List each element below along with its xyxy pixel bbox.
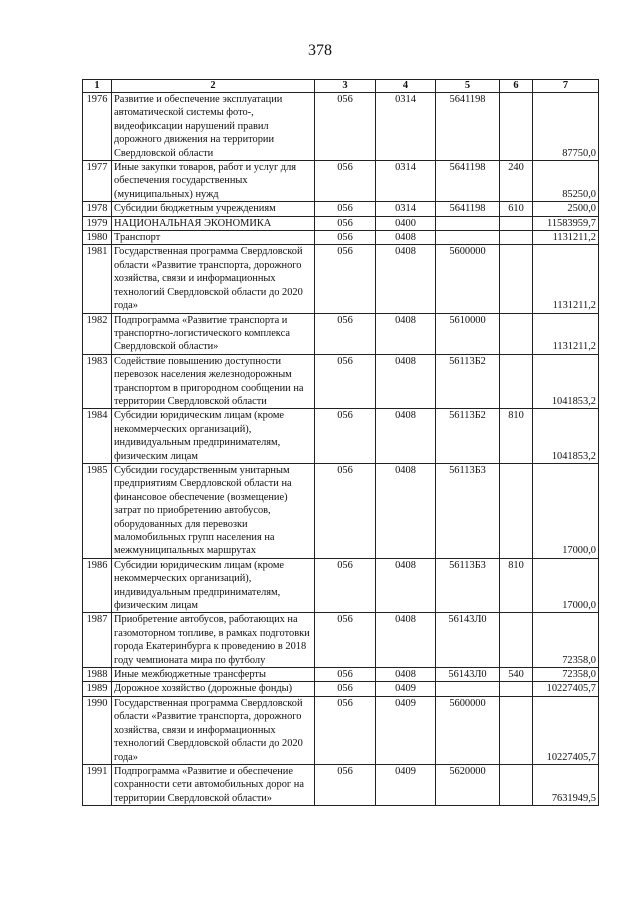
amount-cell: 1041853,2 [533,409,599,464]
page-number: 378 [308,42,332,59]
table-row [83,463,599,558]
row-name-cell: Субсидии государственным унитарным предприятиям Свердловской области на финансовое обеспечение (возмещение) затрат по приобретению автобусов, оборудованных для перевозки маломобильных групп населения на межмуниципальных маршрутах [112,463,315,558]
section-code-cell: 0314 [376,161,436,202]
row-name-cell: Содействие повышению доступности перевозок населения железнодорожным транспортом в пригородном сообщении на территории Свердловской области [112,354,315,409]
row-name-cell: Дорожное хозяйство (дорожные фонды) [112,682,315,696]
target-article-cell [436,231,500,245]
row-name-cell: Подпрограмма «Развитие транспорта и транспортно-логистического комплекса Свердловской области» [112,313,315,354]
target-article-cell: 5600000 [436,696,500,764]
table-row [83,245,599,313]
row-number-cell: 1985 [83,463,112,558]
section-code-cell: 0408 [376,354,436,409]
target-article-cell: 5600000 [436,245,500,313]
amount-cell: 87750,0 [533,93,599,161]
target-article-cell: 56143Л0 [436,668,500,682]
row-number-cell: 1979 [83,216,112,230]
row-name-cell: Субсидии юридическим лицам (кроме некоммерческих организаций), индивидуальным предпринимателям, физическим лицам [112,558,315,613]
row-name-cell: Государственная программа Свердловской области «Развитие транспорта, дорожного хозяйства, связи и информационных технологий Свердловской области до 2020 года» [112,696,315,764]
expense-type-cell [500,313,533,354]
ministry-code-cell: 056 [315,613,376,668]
section-code-cell: 0409 [376,696,436,764]
row-number-cell: 1990 [83,696,112,764]
ministry-code-cell: 056 [315,463,376,558]
table-row [83,409,599,464]
row-name-cell: Развитие и обеспечение эксплуатации автоматической системы фото-, видеофиксации нарушений правил дорожного движения на территории Свердловской области [112,93,315,161]
amount-cell: 1131211,2 [533,231,599,245]
amount-cell: 10227405,7 [533,682,599,696]
amount-cell: 2500,0 [533,202,599,216]
row-name-cell: НАЦИОНАЛЬНАЯ ЭКОНОМИКА [112,216,315,230]
table-row [83,202,599,216]
header-col-4: 4 [376,80,436,93]
row-number-cell: 1980 [83,231,112,245]
amount-cell: 7631949,5 [533,764,599,805]
ministry-code-cell: 056 [315,161,376,202]
amount-cell: 17000,0 [533,558,599,613]
section-code-cell: 0408 [376,463,436,558]
ministry-code-cell: 056 [315,354,376,409]
row-number-cell: 1982 [83,313,112,354]
section-code-cell: 0408 [376,245,436,313]
table-row [83,93,599,161]
header-col-3: 3 [315,80,376,93]
ministry-code-cell: 056 [315,202,376,216]
target-article-cell: 56113Б3 [436,558,500,613]
row-name-cell: Приобретение автобусов, работающих на газомоторном топливе, в рамках подготовки города Екатеринбурга к проведению в 2018 году чемпионата мира по футболу [112,613,315,668]
expense-type-cell [500,231,533,245]
amount-cell: 1131211,2 [533,313,599,354]
section-code-cell: 0408 [376,668,436,682]
section-code-cell: 0409 [376,764,436,805]
table-row [83,216,599,230]
section-code-cell: 0314 [376,93,436,161]
section-code-cell: 0408 [376,313,436,354]
row-number-cell: 1978 [83,202,112,216]
section-code-cell: 0409 [376,682,436,696]
header-col-2: 2 [112,80,315,93]
row-number-cell: 1977 [83,161,112,202]
target-article-cell: 56113Б2 [436,354,500,409]
amount-cell: 1131211,2 [533,245,599,313]
ministry-code-cell: 056 [315,216,376,230]
expense-type-cell: 610 [500,202,533,216]
target-article-cell: 5620000 [436,764,500,805]
row-name-cell: Государственная программа Свердловской области «Развитие транспорта, дорожного хозяйства, связи и информационных технологий Свердловской области до 2020 года» [112,245,315,313]
amount-cell: 17000,0 [533,463,599,558]
expense-type-cell [500,354,533,409]
table-row [83,668,599,682]
target-article-cell [436,682,500,696]
amount-cell: 10227405,7 [533,696,599,764]
section-code-cell: 0408 [376,409,436,464]
ministry-code-cell: 056 [315,764,376,805]
row-name-cell: Иные межбюджетные трансферты [112,668,315,682]
expense-type-cell: 540 [500,668,533,682]
expense-type-cell: 810 [500,409,533,464]
row-name-cell: Субсидии юридическим лицам (кроме некоммерческих организаций), индивидуальным предпринимателям, физическим лицам [112,409,315,464]
table-row [83,354,599,409]
ministry-code-cell: 056 [315,558,376,613]
ministry-code-cell: 056 [315,245,376,313]
header-row [83,80,599,93]
row-name-cell: Транспорт [112,231,315,245]
expense-type-cell: 810 [500,558,533,613]
header-col-6: 6 [500,80,533,93]
expense-type-cell [500,682,533,696]
amount-cell: 72358,0 [533,668,599,682]
target-article-cell: 56113Б3 [436,463,500,558]
row-number-cell: 1976 [83,93,112,161]
target-article-cell: 56143Л0 [436,613,500,668]
expense-type-cell [500,613,533,668]
row-name-cell: Иные закупки товаров, работ и услуг для обеспечения государственных (муниципальных) нужд [112,161,315,202]
amount-cell: 1041853,2 [533,354,599,409]
target-article-cell: 5641198 [436,93,500,161]
row-number-cell: 1987 [83,613,112,668]
table-row [83,161,599,202]
amount-cell: 85250,0 [533,161,599,202]
table-row [83,231,599,245]
table-row [83,313,599,354]
expense-type-cell [500,463,533,558]
target-article-cell: 5610000 [436,313,500,354]
section-code-cell: 0400 [376,216,436,230]
target-article-cell [436,216,500,230]
ministry-code-cell: 056 [315,231,376,245]
section-code-cell: 0408 [376,231,436,245]
header-col-5: 5 [436,80,500,93]
expense-type-cell [500,93,533,161]
ministry-code-cell: 056 [315,93,376,161]
target-article-cell: 5641198 [436,202,500,216]
ministry-code-cell: 056 [315,696,376,764]
table-row [83,613,599,668]
ministry-code-cell: 056 [315,682,376,696]
amount-cell: 72358,0 [533,613,599,668]
ministry-code-cell: 056 [315,409,376,464]
budget-table [82,79,599,806]
ministry-code-cell: 056 [315,313,376,354]
section-code-cell: 0314 [376,202,436,216]
expense-type-cell [500,216,533,230]
amount-cell: 11583959,7 [533,216,599,230]
target-article-cell: 5641198 [436,161,500,202]
table-row [83,558,599,613]
table-row [83,764,599,805]
expense-type-cell [500,696,533,764]
row-name-cell: Подпрограмма «Развитие и обеспечение сохранности сети автомобильных дорог на территории Свердловской области» [112,764,315,805]
expense-type-cell [500,764,533,805]
expense-type-cell [500,245,533,313]
row-number-cell: 1981 [83,245,112,313]
ministry-code-cell: 056 [315,668,376,682]
row-number-cell: 1988 [83,668,112,682]
table-row [83,696,599,764]
row-number-cell: 1989 [83,682,112,696]
table-row [83,682,599,696]
section-code-cell: 0408 [376,613,436,668]
expense-type-cell: 240 [500,161,533,202]
row-number-cell: 1984 [83,409,112,464]
row-number-cell: 1991 [83,764,112,805]
section-code-cell: 0408 [376,558,436,613]
header-col-1: 1 [83,80,112,93]
header-col-7: 7 [533,80,599,93]
row-number-cell: 1986 [83,558,112,613]
target-article-cell: 56113Б2 [436,409,500,464]
row-name-cell: Субсидии бюджетным учреждениям [112,202,315,216]
row-number-cell: 1983 [83,354,112,409]
